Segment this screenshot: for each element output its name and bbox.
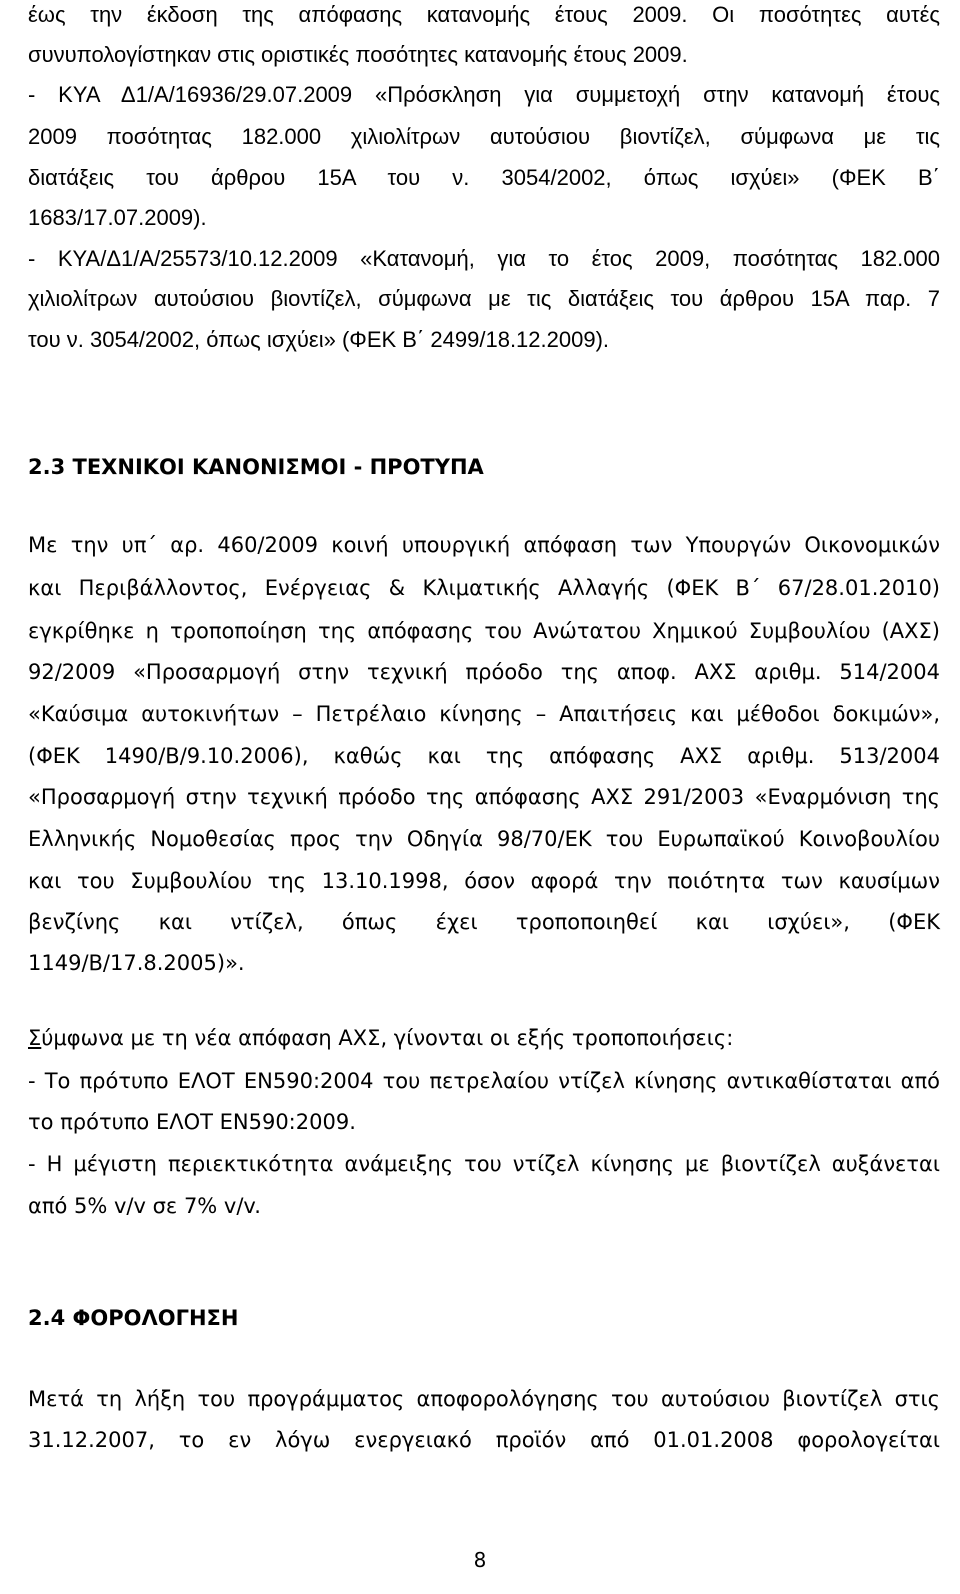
intro-line-3: - ΚΥΑ Δ1/Α/16936/29.07.2009 «Πρόσκληση για συμμετοχή στην κατανομή έτους [28, 82, 940, 107]
intro-line-5: διατάξεις του άρθρου 15Α του ν. 3054/2002, όπως ισχύει» (ΦΕΚ Β΄ [28, 165, 940, 190]
intro-line-4: 2009 ποσότητας 182.000 χιλιολίτρων αυτούσιου βιοντίζελ, σύμφωνα με τις [28, 124, 940, 149]
section-2-3-para-line-1: Με την υπ΄ αρ. 460/2009 κοινή υπουργική απόφαση των Υπουργών Οικονομικών [28, 533, 940, 557]
change-line-3: - Η μέγιστη περιεκτικότητα ανάμειξης του ντίζελ κίνησης με βιοντίζελ αυξάνεται [28, 1152, 940, 1176]
section-2-3-para-line-7: «Προσαρμογή στην τεχνική πρόοδο της απόφασης ΑΧΣ 291/2003 «Εναρμόνιση της [28, 785, 940, 809]
section-2-3-heading: 2.3 ΤΕΧΝΙΚΟΙ ΚΑΝΟΝΙΣΜΟΙ - ΠΡΟΤΥΠΑ [28, 455, 484, 479]
intro-line-6: 1683/17.07.2009). [28, 205, 207, 230]
section-2-4-para-line-2: 31.12.2007, το εν λόγω ενεργειακό προϊόν από 01.01.2008 φορολογείται [28, 1428, 940, 1452]
section-2-3-para-line-10: βενζίνης και ντίζελ, όπως έχει τροποποιηθεί και ισχύει», (ΦΕΚ [28, 910, 940, 934]
section-2-3-para-line-11: 1149/Β/17.8.2005)». [28, 951, 245, 975]
change-line-1: - Το πρότυπο ΕΛΟΤ ΕΝ590:2004 του πετρελαίου ντίζελ κίνησης αντικαθίσταται από [28, 1069, 940, 1093]
intro-line-8: χιλιολίτρων αυτούσιου βιοντίζελ, σύμφωνα με τις διατάξεις του άρθρου 15Α παρ. 7 [28, 286, 940, 311]
intro-line-9: του ν. 3054/2002, όπως ισχύει» (ΦΕΚ Β΄ 2499/18.12.2009). [28, 327, 610, 352]
page-number: 8 [473, 1548, 487, 1572]
change-line-2: το πρότυπο ΕΛΟΤ ΕΝ590:2009. [28, 1110, 356, 1134]
section-2-3-para-line-4: 92/2009 «Προσαρμογή στην τεχνική πρόοδο της αποφ. ΑΧΣ αριθμ. 514/2004 [28, 660, 940, 684]
intro-line-2: συνυπολογίστηκαν στις οριστικές ποσότητες κατανομής έτους 2009. [28, 42, 688, 67]
section-2-3-para-line-9: και του Συμβουλίου της 13.10.1998, όσον αφορά την ποιότητα των καυσίμων [28, 869, 940, 893]
section-2-3-para-line-8: Ελληνικής Νομοθεσίας προς την Οδηγία 98/70/ΕΚ του Ευρωπαϊκού Κοινοβουλίου [28, 827, 940, 851]
intro-line-7: - ΚΥΑ/Δ1/Α/25573/10.12.2009 «Κατανομή, για το έτος 2009, ποσότητας 182.000 [28, 246, 940, 271]
section-2-3-para-line-2: και Περιβάλλοντος, Ενέργειας & Κλιματικής Αλλαγής (ΦΕΚ Β΄ 67/28.01.2010) [28, 576, 940, 600]
change-line-4: από 5% v/v σε 7% v/v. [28, 1194, 261, 1218]
section-2-4-para-line-1: Μετά τη λήξη του προγράμματος αποφορολόγησης του αυτούσιου βιοντίζελ στις [28, 1387, 940, 1411]
changes-intro: Σύμφωνα με τη νέα απόφαση ΑΧΣ, γίνονται οι εξής τροποποιήσεις: [28, 1026, 734, 1050]
section-2-3-para-line-5: «Καύσιμα αυτοκινήτων – Πετρέλαιο κίνησης – Απαιτήσεις και μέθοδοι δοκιμών», [28, 702, 940, 726]
section-2-4-heading: 2.4 ΦΟΡΟΛΟΓΗΣΗ [28, 1306, 239, 1330]
section-2-3-para-line-3: εγκρίθηκε η τροποποίηση της απόφασης του Ανώτατου Χημικού Συμβουλίου (ΑΧΣ) [28, 619, 940, 643]
section-2-3-para-line-6: (ΦΕΚ 1490/Β/9.10.2006), καθώς και της απόφασης ΑΧΣ αριθμ. 513/2004 [28, 744, 940, 768]
intro-line-1: έως την έκδοση της απόφασης κατανομής έτους 2009. Οι ποσότητες αυτές [28, 2, 940, 27]
